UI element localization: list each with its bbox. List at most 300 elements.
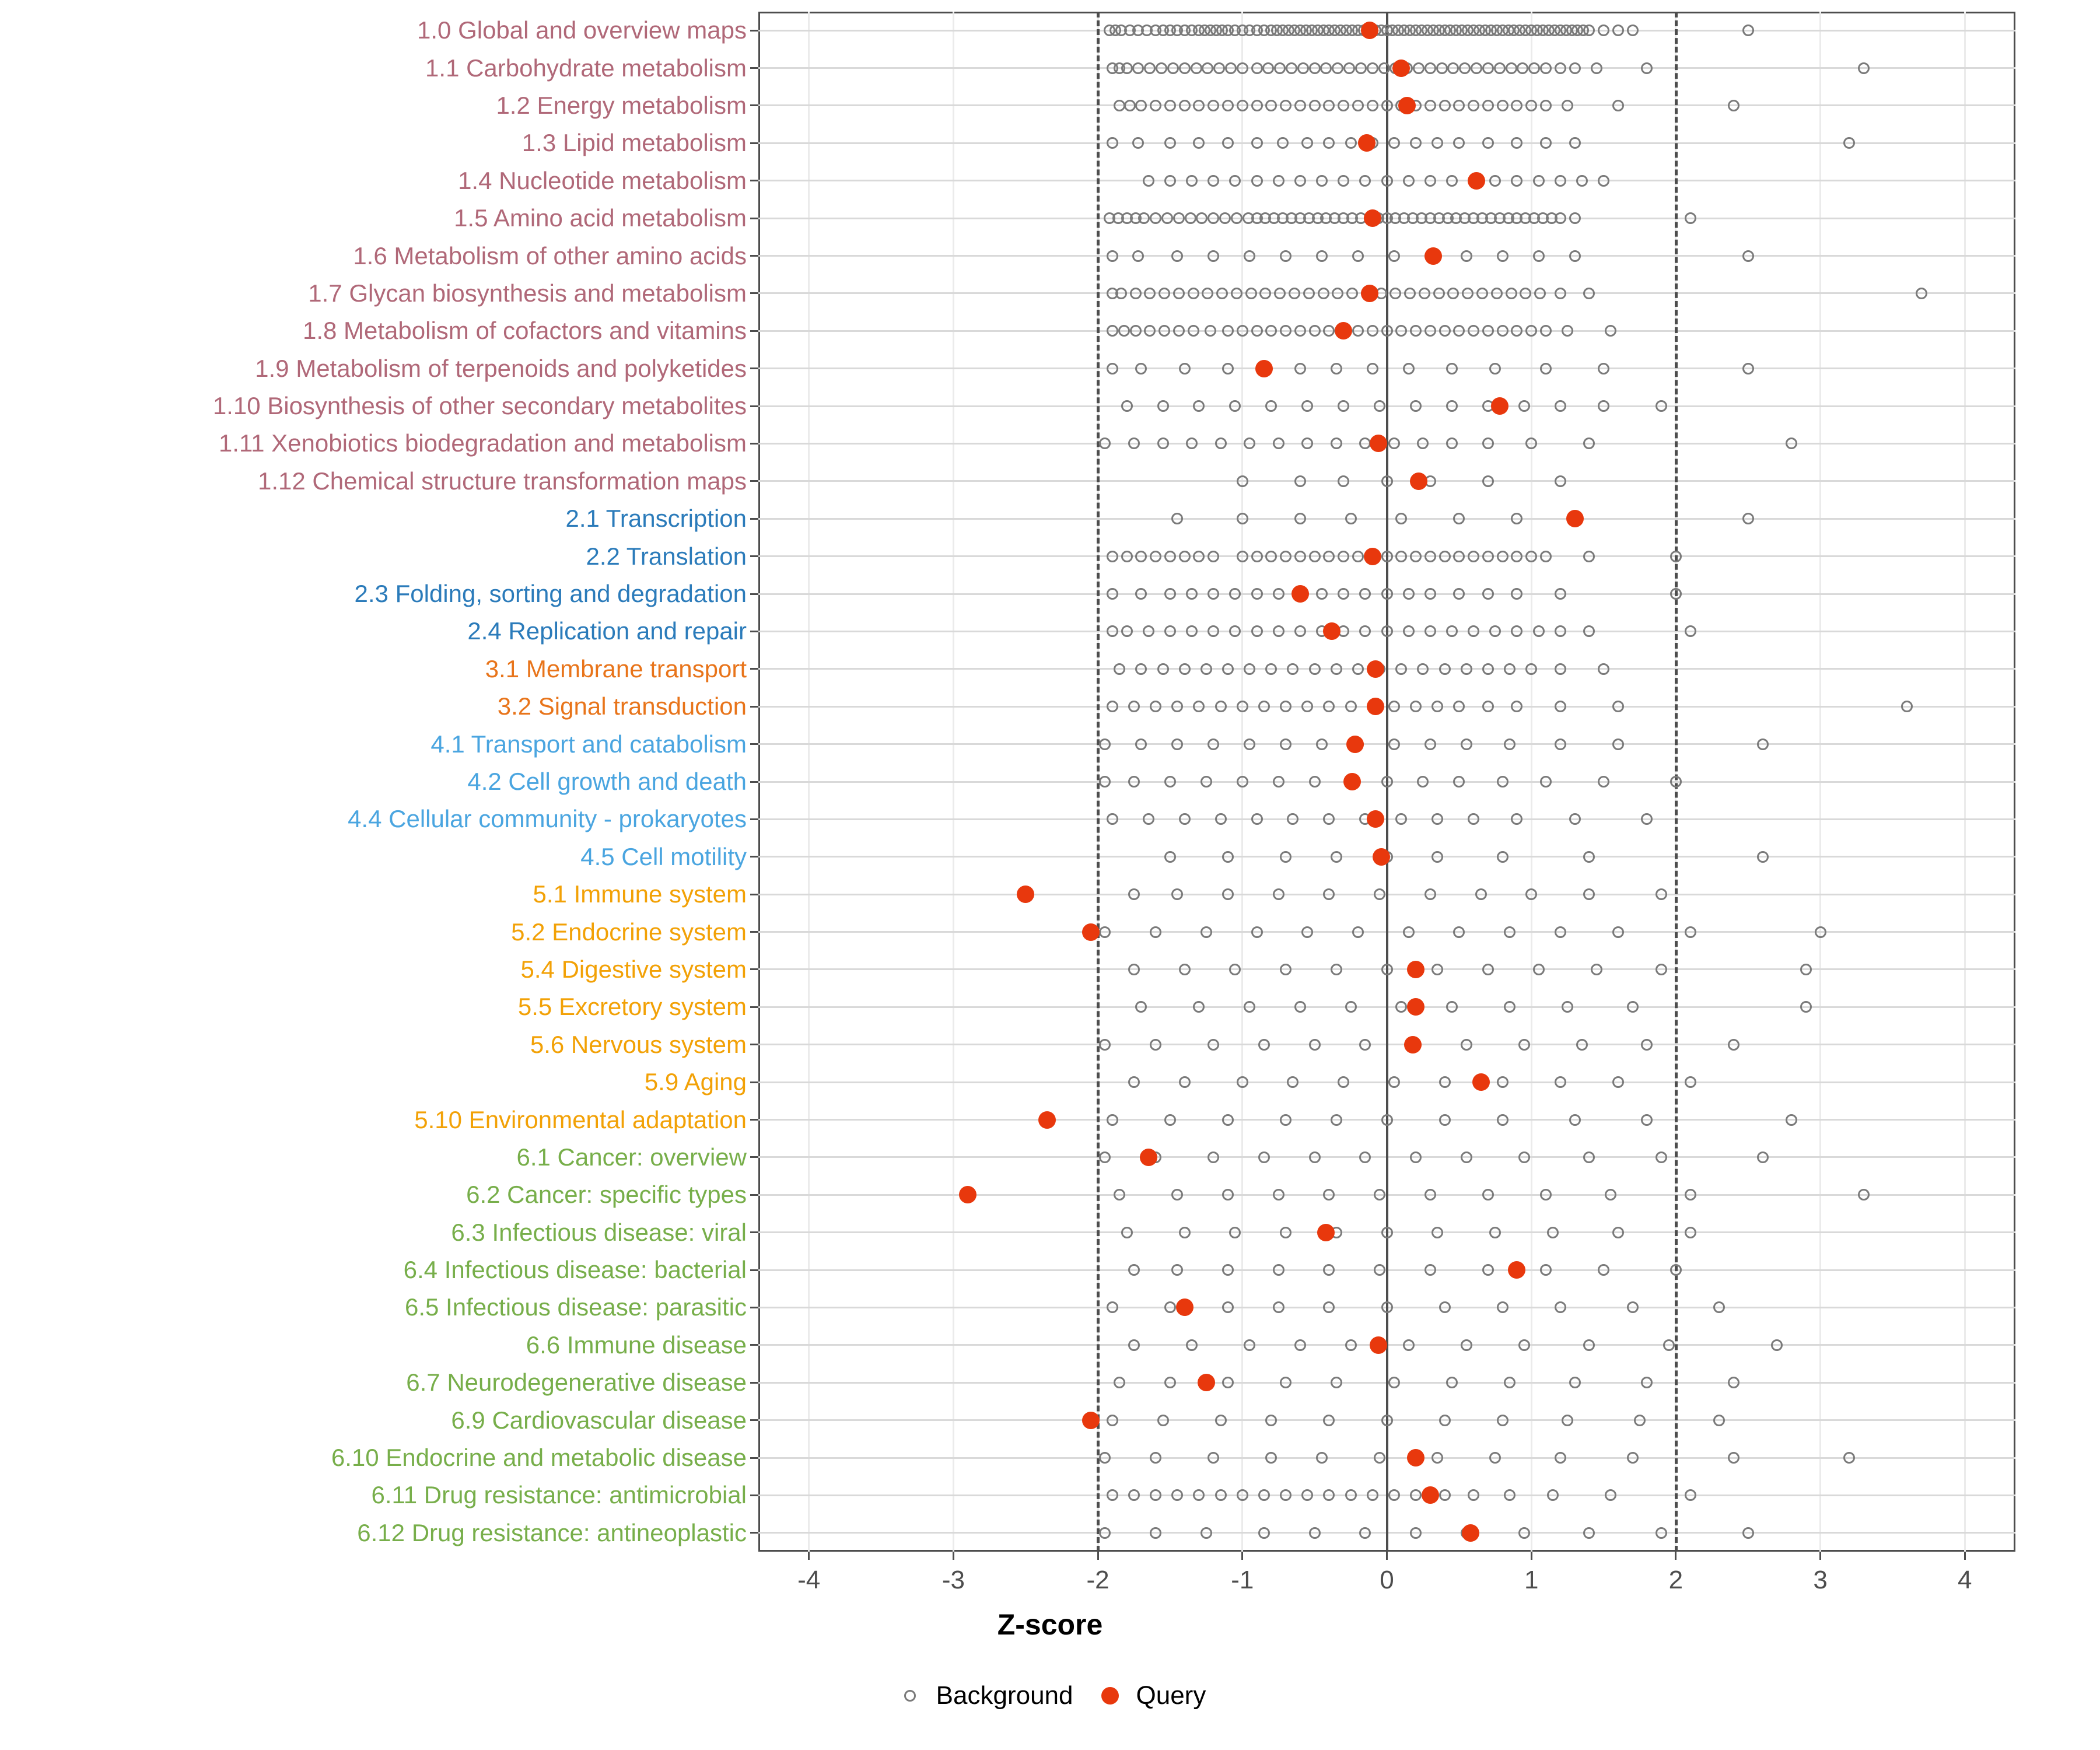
background-point	[1107, 250, 1118, 262]
background-point	[1482, 964, 1494, 975]
background-point	[1555, 62, 1566, 74]
background-point	[1728, 100, 1740, 111]
background-point	[1156, 62, 1167, 74]
background-point	[1800, 964, 1812, 975]
background-point	[1670, 551, 1682, 562]
query-point	[1424, 247, 1442, 265]
query-point	[1082, 923, 1100, 941]
background-point	[1251, 62, 1263, 74]
background-point	[1540, 100, 1552, 111]
y-tick-label: 1.10 Biosynthesis of other secondary metabolites	[212, 392, 747, 420]
background-point	[1107, 1415, 1118, 1426]
background-point	[1150, 551, 1161, 562]
background-point	[1641, 1039, 1653, 1051]
background-point	[1107, 1114, 1118, 1126]
background-point	[1215, 701, 1227, 712]
background-point	[1518, 1339, 1530, 1351]
background-point	[1107, 363, 1118, 374]
background-point	[1494, 62, 1506, 74]
background-point	[1404, 288, 1416, 299]
background-point	[1352, 100, 1364, 111]
query-point	[1176, 1298, 1194, 1316]
background-point	[1439, 325, 1451, 337]
y-tick-label: 5.6 Nervous system	[530, 1030, 747, 1058]
background-point	[1504, 926, 1516, 938]
background-point	[1424, 175, 1436, 187]
background-point	[1627, 1301, 1639, 1313]
query-point	[1082, 1412, 1100, 1429]
y-tick-mark	[750, 1382, 758, 1384]
background-point	[1534, 288, 1546, 299]
background-point	[1757, 1152, 1769, 1163]
background-point	[1280, 250, 1292, 262]
background-point	[1670, 1264, 1682, 1276]
y-tick-mark	[750, 405, 758, 407]
background-point	[1403, 625, 1415, 637]
background-point	[1612, 926, 1624, 938]
x-tick-mark	[953, 1552, 954, 1560]
y-tick-label: 6.9 Cardiovascular disease	[451, 1406, 747, 1434]
background-point	[1388, 1377, 1400, 1388]
background-point	[1345, 513, 1357, 524]
background-point	[1489, 175, 1501, 187]
background-point	[1280, 1114, 1292, 1126]
background-point	[1374, 1452, 1385, 1464]
background-point	[1555, 588, 1566, 600]
background-point	[1316, 738, 1328, 750]
background-point	[1388, 701, 1400, 712]
background-point	[1381, 551, 1393, 562]
background-point	[1511, 551, 1522, 562]
background-point	[1208, 551, 1219, 562]
background-point	[1713, 1415, 1725, 1426]
background-point	[1641, 1114, 1653, 1126]
background-point	[1164, 551, 1176, 562]
y-tick-label: 5.1 Immune system	[533, 880, 747, 908]
background-point	[1424, 325, 1436, 337]
query-point	[1140, 1149, 1157, 1166]
y-tick-mark	[750, 1156, 758, 1158]
background-point	[1258, 1039, 1270, 1051]
x-tick-mark	[1819, 1552, 1821, 1560]
background-point	[1439, 1415, 1451, 1426]
background-point	[1309, 551, 1321, 562]
query-point	[1566, 510, 1584, 527]
background-point	[1518, 1152, 1530, 1163]
background-point	[1475, 888, 1487, 900]
background-point	[1179, 100, 1191, 111]
background-point	[1533, 625, 1545, 637]
background-point	[1742, 363, 1754, 374]
background-point	[1332, 62, 1343, 74]
background-point	[1316, 588, 1328, 600]
background-point	[1294, 175, 1306, 187]
background-point	[1468, 551, 1479, 562]
y-tick-mark	[750, 1494, 758, 1496]
background-point	[1439, 100, 1451, 111]
query-point	[1472, 1073, 1490, 1091]
background-point	[1757, 851, 1769, 863]
background-point	[1164, 100, 1176, 111]
background-point	[1504, 738, 1516, 750]
background-point	[1439, 1489, 1451, 1501]
y-tick-mark	[750, 781, 758, 783]
background-point	[1403, 926, 1415, 938]
background-point	[1540, 551, 1552, 562]
background-point	[1130, 288, 1142, 299]
background-point	[1215, 813, 1227, 825]
background-point	[1150, 1527, 1161, 1539]
background-point	[1576, 175, 1588, 187]
background-point	[1107, 588, 1118, 600]
background-point	[1413, 62, 1424, 74]
background-point	[1424, 551, 1436, 562]
query-point	[1392, 60, 1410, 77]
y-tick-label: 1.6 Metabolism of other amino acids	[353, 242, 747, 270]
background-point	[1497, 100, 1508, 111]
background-point	[1482, 475, 1494, 487]
background-point	[1432, 1227, 1443, 1238]
y-tick-label: 2.2 Translation	[586, 542, 747, 570]
background-point	[1188, 288, 1199, 299]
background-point	[1497, 325, 1508, 337]
background-point	[1208, 175, 1219, 187]
background-point	[1518, 1039, 1530, 1051]
background-point	[1540, 62, 1552, 74]
background-point	[1331, 1114, 1342, 1126]
background-point	[1517, 62, 1528, 74]
background-point	[1316, 1452, 1328, 1464]
background-point	[1179, 62, 1191, 74]
background-point	[1331, 851, 1342, 863]
y-tick-mark	[750, 1194, 758, 1196]
query-point	[1407, 961, 1424, 978]
background-point	[1462, 288, 1474, 299]
background-point	[1173, 325, 1185, 337]
y-tick-mark	[750, 218, 758, 219]
y-tick-mark	[750, 330, 758, 332]
background-point	[1244, 250, 1255, 262]
background-point	[1135, 551, 1147, 562]
y-tick-label: 6.10 Endocrine and metabolic disease	[331, 1444, 747, 1472]
query-point	[1468, 172, 1485, 190]
background-point	[1244, 663, 1255, 675]
background-point	[1213, 62, 1225, 74]
query-point	[1198, 1374, 1215, 1391]
background-point	[1237, 325, 1248, 337]
background-point	[1482, 551, 1494, 562]
background-point	[1179, 663, 1191, 675]
background-point	[1331, 363, 1342, 374]
legend	[0, 1680, 2100, 1712]
y-tick-mark	[750, 743, 758, 745]
background-point	[1459, 62, 1471, 74]
background-point	[1273, 588, 1284, 600]
background-point	[1121, 62, 1133, 74]
background-point	[1231, 212, 1242, 224]
background-point	[1447, 62, 1459, 74]
background-point	[1381, 100, 1393, 111]
y-tick-mark	[750, 818, 758, 820]
y-tick-label: 1.5 Amino acid metabolism	[454, 204, 747, 232]
background-point	[1461, 738, 1472, 750]
background-point	[1121, 1227, 1133, 1238]
background-point	[1489, 1227, 1501, 1238]
background-point	[1280, 551, 1292, 562]
y-tick-mark	[750, 67, 758, 69]
background-point	[1323, 1415, 1335, 1426]
background-point	[1237, 475, 1248, 487]
background-point	[1627, 1001, 1639, 1013]
background-point	[1179, 813, 1191, 825]
background-point	[1200, 926, 1212, 938]
background-point	[1171, 250, 1183, 262]
y-tick-label: 6.6 Immune disease	[526, 1331, 747, 1359]
query-point	[1346, 736, 1364, 753]
y-tick-label: 1.7 Glycan biosynthesis and metabolism	[308, 279, 747, 307]
query-point	[1370, 1336, 1387, 1354]
y-tick-mark	[750, 1532, 758, 1534]
background-point	[1215, 1415, 1227, 1426]
background-point	[1345, 137, 1357, 149]
background-point	[1685, 212, 1696, 224]
background-point	[1439, 1301, 1451, 1313]
background-point	[1436, 62, 1448, 74]
background-point	[1251, 926, 1263, 938]
background-point	[1491, 288, 1503, 299]
background-point	[1114, 663, 1125, 675]
background-point	[1130, 325, 1142, 337]
background-point	[1222, 1114, 1234, 1126]
background-point	[1200, 1527, 1212, 1539]
background-point	[1158, 288, 1170, 299]
background-point	[1670, 588, 1682, 600]
background-point	[1419, 288, 1430, 299]
x-tick-label: -2	[1086, 1566, 1110, 1594]
background-point	[1280, 1227, 1292, 1238]
y-tick-label: 6.7 Neurodegenerative disease	[406, 1368, 747, 1396]
background-point	[1179, 964, 1191, 975]
background-point	[1439, 1114, 1451, 1126]
background-point	[1612, 1076, 1624, 1088]
legend-item-query	[1094, 1680, 1206, 1712]
background-point	[1309, 1039, 1321, 1051]
background-point	[1518, 1527, 1530, 1539]
x-axis-title: Z-score	[997, 1608, 1103, 1641]
background-point	[1497, 1415, 1508, 1426]
plot-area	[758, 12, 2015, 1552]
background-point	[1251, 588, 1263, 600]
y-tick-mark	[750, 480, 758, 482]
y-tick-mark	[750, 142, 758, 144]
background-point	[1331, 663, 1342, 675]
background-point	[1497, 1114, 1508, 1126]
background-point	[1251, 137, 1263, 149]
query-point	[1364, 548, 1381, 565]
background-point	[1489, 363, 1501, 374]
background-point	[1598, 400, 1609, 412]
background-point	[1345, 701, 1357, 712]
background-point	[1202, 62, 1213, 74]
background-point	[1461, 663, 1472, 675]
background-point	[1547, 1227, 1559, 1238]
background-point	[1742, 24, 1754, 36]
legend-item-background	[894, 1680, 1073, 1712]
background-point	[1656, 964, 1667, 975]
background-point	[1229, 1227, 1241, 1238]
y-tick-mark	[750, 255, 758, 257]
y-tick-mark	[750, 931, 758, 933]
background-point	[1569, 1377, 1581, 1388]
query-point	[1364, 209, 1381, 227]
background-point	[1237, 100, 1248, 111]
background-point	[1410, 400, 1422, 412]
background-point	[1251, 325, 1263, 337]
y-tick-label: 1.3 Lipid metabolism	[522, 129, 747, 157]
background-point	[1157, 438, 1169, 449]
background-point	[1439, 1076, 1451, 1088]
y-tick-label: 6.4 Infectious disease: bacterial	[403, 1256, 747, 1284]
background-point	[1555, 926, 1566, 938]
background-point	[1728, 1452, 1740, 1464]
background-point	[1446, 175, 1458, 187]
background-point	[1533, 250, 1545, 262]
background-point	[1309, 663, 1321, 675]
background-point	[1352, 551, 1364, 562]
background-point	[1274, 288, 1286, 299]
background-point	[1381, 175, 1393, 187]
background-point	[1786, 1114, 1797, 1126]
background-point	[1533, 175, 1545, 187]
background-point	[1742, 250, 1754, 262]
background-point	[1157, 400, 1169, 412]
background-point	[1179, 1227, 1191, 1238]
background-point	[1540, 776, 1552, 788]
background-point	[1225, 62, 1237, 74]
background-marker-icon	[894, 1680, 926, 1712]
background-point	[1555, 175, 1566, 187]
x-tick-mark	[1097, 1552, 1099, 1560]
background-point	[1562, 1415, 1573, 1426]
background-point	[1318, 288, 1329, 299]
background-point	[1352, 250, 1364, 262]
y-tick-mark	[750, 706, 758, 708]
query-point	[1367, 660, 1384, 678]
background-point	[1612, 738, 1624, 750]
background-point	[1381, 588, 1393, 600]
background-point	[1388, 250, 1400, 262]
background-point	[1432, 964, 1443, 975]
background-point	[1381, 776, 1393, 788]
background-point	[1320, 62, 1332, 74]
background-point	[1461, 1339, 1472, 1351]
background-point	[1424, 888, 1436, 900]
background-point	[1627, 24, 1639, 36]
background-point	[1208, 1039, 1219, 1051]
background-point	[1815, 926, 1826, 938]
background-point	[1433, 288, 1445, 299]
y-tick-label: 5.5 Excretory system	[517, 993, 747, 1021]
y-tick-label: 6.12 Drug resistance: antineoplastic	[357, 1518, 747, 1546]
background-point	[1286, 62, 1297, 74]
query-point	[1343, 773, 1361, 790]
background-point	[1124, 100, 1136, 111]
y-tick-label: 2.4 Replication and repair	[467, 617, 747, 645]
y-tick-mark	[750, 1119, 758, 1121]
background-point	[1280, 738, 1292, 750]
background-point	[1164, 175, 1176, 187]
background-point	[1280, 100, 1292, 111]
background-point	[1167, 62, 1179, 74]
background-point	[1346, 288, 1358, 299]
background-point	[1471, 62, 1482, 74]
background-point	[1482, 663, 1494, 675]
background-point	[1237, 62, 1248, 74]
y-tick-mark	[750, 1269, 758, 1271]
background-point	[1345, 1489, 1357, 1501]
background-point	[1381, 625, 1393, 637]
background-point	[1504, 663, 1516, 675]
background-point	[1251, 625, 1263, 637]
background-point	[1916, 288, 1927, 299]
background-point	[1157, 1415, 1169, 1426]
background-point	[1641, 62, 1653, 74]
background-point	[1670, 776, 1682, 788]
background-point	[1569, 137, 1581, 149]
background-point	[1251, 175, 1263, 187]
background-point	[1359, 175, 1371, 187]
background-point	[1627, 1452, 1639, 1464]
background-point	[1424, 1264, 1436, 1276]
query-point	[1491, 397, 1508, 415]
background-point	[1338, 551, 1349, 562]
background-point	[1186, 175, 1198, 187]
background-point	[1583, 1339, 1595, 1351]
y-tick-label: 5.9 Aging	[644, 1068, 747, 1096]
background-point	[1237, 551, 1248, 562]
background-point	[1121, 551, 1133, 562]
background-point	[1222, 1264, 1234, 1276]
background-point	[1446, 363, 1458, 374]
background-point	[1540, 1264, 1552, 1276]
background-point	[1439, 663, 1451, 675]
background-point	[1150, 926, 1161, 938]
background-point	[1742, 513, 1754, 524]
x-tick-mark	[1386, 1552, 1388, 1560]
background-point	[1410, 1527, 1422, 1539]
background-point	[1316, 250, 1328, 262]
background-point	[1251, 551, 1263, 562]
background-point	[1179, 1076, 1191, 1088]
y-tick-label: 4.2 Cell growth and death	[467, 768, 747, 795]
x-tick-label: 0	[1380, 1566, 1394, 1594]
background-point	[1583, 1527, 1595, 1539]
background-point	[1251, 100, 1263, 111]
x-tick-label: 3	[1813, 1566, 1828, 1594]
background-point	[1258, 1527, 1270, 1539]
y-tick-label: 6.2 Cancer: specific types	[466, 1181, 747, 1209]
y-tick-mark	[750, 593, 758, 595]
background-point	[1173, 212, 1185, 224]
y-tick-label: 6.3 Infectious disease: viral	[451, 1218, 747, 1246]
background-point	[1482, 1264, 1494, 1276]
x-tick-label: -4	[797, 1566, 821, 1594]
y-tick-label: 4.4 Cellular community - prokaryotes	[348, 805, 747, 833]
y-tick-mark	[750, 368, 758, 369]
background-point	[1424, 738, 1436, 750]
background-point	[1634, 1415, 1646, 1426]
query-point	[1361, 22, 1378, 39]
